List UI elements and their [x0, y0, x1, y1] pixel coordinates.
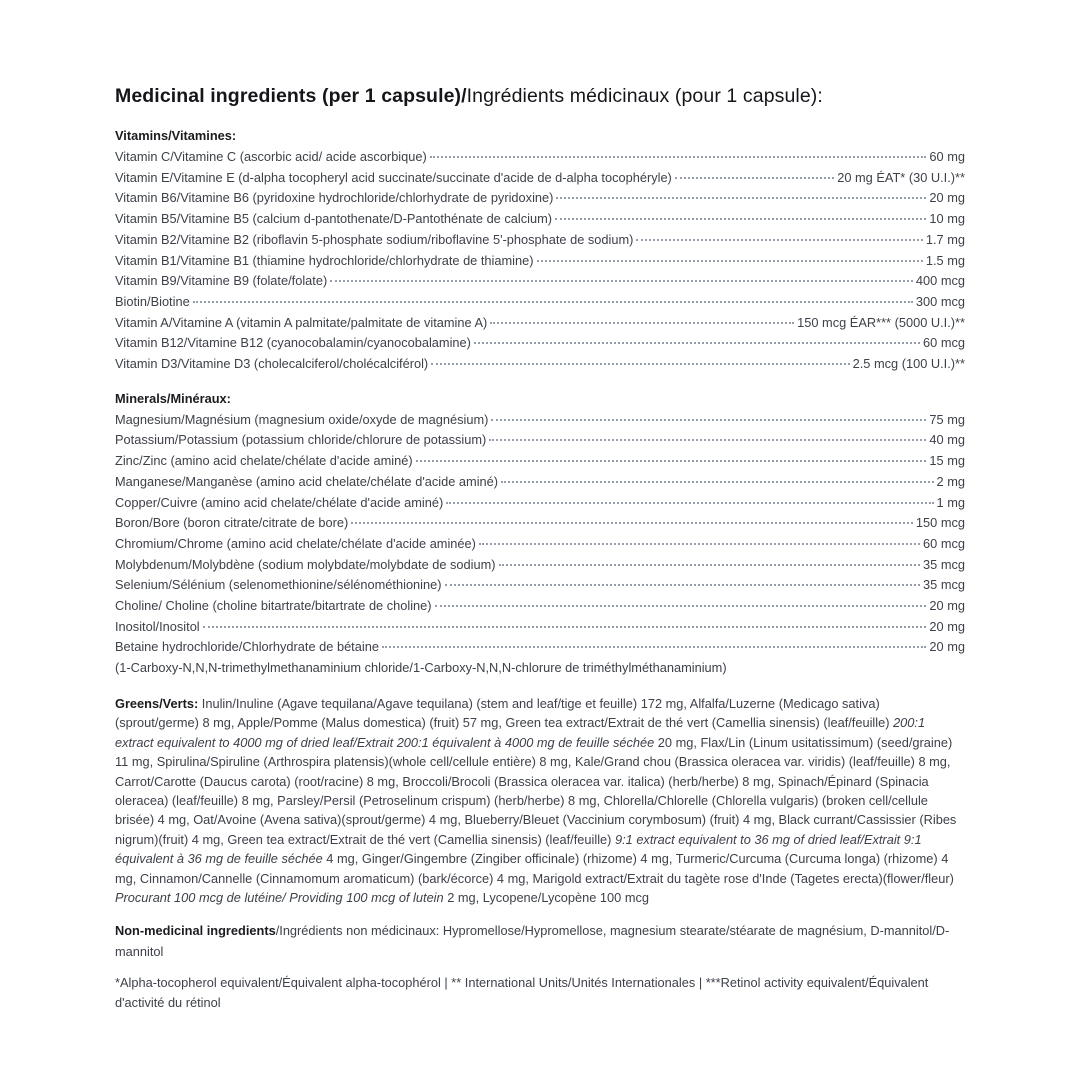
ingredient-amount: 1.7 mg — [925, 231, 965, 247]
dot-leader — [351, 522, 913, 524]
dot-leader — [435, 605, 927, 607]
ingredient-row — [115, 354, 965, 375]
dot-leader — [491, 419, 926, 421]
ingredient-row — [115, 410, 965, 431]
ingredient-amount: 20 mg — [929, 598, 965, 614]
ingredient-name: Vitamin B1/Vitamine B1 (thiamine hydrochloride/chlorhydrate de thiamine) — [115, 252, 534, 268]
greens-paragraph — [115, 694, 965, 907]
ingredient-row — [115, 617, 965, 638]
ingredient-amount: 60 mg — [929, 149, 965, 164]
ingredient-row — [115, 658, 965, 679]
ingredient-amount: 1.5 mg — [925, 252, 965, 268]
ingredient-amount: 400 mcg — [915, 273, 965, 289]
ingredient-name: Inositol/Inositol — [115, 618, 200, 634]
footnotes-text: *Alpha-tocopherol equivalent/Équivalent alpha-tocophérol | ** International Units/Unités Internationales | ***Retinol activity equivalent/Équivalent d'activité du rétinol — [115, 975, 929, 1010]
ingredient-row — [115, 430, 965, 451]
ingredient-row — [115, 333, 965, 354]
ingredient-row — [115, 596, 965, 617]
ingredient-name: Magnesium/Magnésium (magnesium oxide/oxyde de magnésium) — [115, 411, 489, 427]
page-title — [115, 84, 965, 108]
ingredient-row — [115, 313, 965, 334]
non-medicinal-paragraph — [115, 920, 965, 962]
ingredient-amount: 60 mcg — [923, 335, 965, 351]
vitamins-heading: Vitamins/Vitamines: — [115, 128, 237, 143]
dot-leader — [499, 564, 920, 566]
dot-leader — [555, 218, 926, 220]
ingredient-name: Biotin/Biotine — [115, 293, 190, 309]
dot-leader — [556, 197, 926, 199]
ingredient-row — [115, 251, 965, 272]
ingredient-row — [115, 188, 965, 209]
minerals-section — [115, 390, 965, 679]
ingredient-amount: 20 mg — [929, 190, 965, 206]
text-segment: Non-medicinal ingredients — [115, 923, 276, 939]
dot-leader — [382, 646, 926, 648]
ingredient-amount: 2 mg — [936, 473, 965, 489]
ingredient-row — [115, 513, 965, 534]
ingredient-amount: 300 mcg — [915, 293, 965, 309]
ingredient-amount: 40 mg — [929, 432, 965, 448]
ingredient-name: Zinc/Zinc (amino acid chelate/chélate d'acide aminé) — [115, 453, 413, 469]
ingredient-amount: 15 mg — [929, 453, 965, 469]
ingredient-name: Choline/ Choline (choline bitartrate/bitartrate de choline) — [115, 598, 432, 614]
ingredient-amount: 75 mg — [929, 411, 965, 427]
ingredient-name: Vitamin B2/Vitamine B2 (riboflavin 5-phosphate sodium/riboflavine 5'-phosphate de sodium) — [115, 231, 634, 247]
ingredient-row — [115, 472, 965, 493]
ingredient-name: Molybdenum/Molybdène (sodium molybdate/molybdate de sodium) — [115, 556, 496, 572]
ingredient-amount: 20 mg — [929, 618, 965, 634]
ingredient-name: Vitamin A/Vitamine A (vitamin A palmitate/palmitate de vitamine A) — [115, 314, 488, 330]
ingredient-row — [115, 271, 965, 292]
text-segment: 2 mg, Lycopene/Lycopène 100 mcg — [443, 889, 650, 905]
dot-leader — [537, 260, 923, 262]
text-segment: 4 mg, Ginger/Gingembre (Zingiber officinale) (rhizome) 4 mg, Turmeric/Curcuma (Curcuma longa) (rhizome) 4 mg, Cinnamon/Cannelle (Cinnamomum aromaticum) (bark/écorce) 4 mg, Marigold extract/Extrait du tagète rose d'Inde (Tagetes erecta)(flower/fleur) — [115, 851, 954, 886]
text-segment: Greens/Verts: — [115, 695, 202, 711]
text-segment: /Ingrédients non médicinaux: Hypromellose/Hypromellose, magnesium stearate/stéarate de magnésium, D-mannitol/D-mannitol — [115, 923, 950, 960]
ingredient-name: Chromium/Chrome (amino acid chelate/chélate d'acide aminée) — [115, 535, 476, 551]
dot-leader — [479, 543, 920, 545]
ingredient-name: Vitamin D3/Vitamine D3 (cholecalciferol/cholécalciférol) — [115, 356, 429, 372]
dot-leader — [501, 481, 934, 483]
dot-leader — [330, 280, 913, 282]
text-segment: 200:1 extract equivalent to 4000 mg of dried leaf/Extrait 200:1 équivalent à 4000 mg de feuille séchée — [115, 715, 926, 750]
dot-leader — [430, 156, 927, 158]
ingredient-name: Vitamin C/Vitamine C (ascorbic acid/ acide ascorbique) — [115, 149, 427, 164]
ingredient-amount: 20 mg — [929, 639, 965, 655]
vitamins-section — [115, 127, 965, 375]
ingredient-row — [115, 493, 965, 514]
page-title-english: Medicinal ingredients (per 1 capsule)/ — [115, 85, 467, 107]
ingredient-amount: 150 mcg ÉAR*** (5000 U.I.)** — [797, 314, 965, 330]
ingredient-name: Potassium/Potassium (potassium chloride/chlorure de potassium) — [115, 432, 487, 448]
ingredient-name: Manganese/Manganèse (amino acid chelate/chélate d'acide aminé) — [115, 473, 499, 489]
ingredient-row — [115, 168, 965, 189]
ingredient-name: Vitamin B6/Vitamine B6 (pyridoxine hydrochloride/chlorhydrate de pyridoxine) — [115, 190, 554, 206]
text-segment: Inulin/Inuline (Agave tequilana/Agave tequilana) (stem and leaf/tige et feuille) 172 mg, Alfalfa/Luzerne (Medicago sativa) (sprout/germe) 8 mg, Apple/Pomme (Malus domestica) (fruit) 57 mg, Green tea extract/Extrait de thé vert (Camellia sinensis) (leaf/feuille) — [115, 695, 894, 731]
dot-leader — [193, 301, 913, 303]
ingredient-amount: 35 mcg — [923, 556, 965, 572]
dot-leader — [446, 502, 933, 504]
ingredient-amount: 2.5 mcg (100 U.I.)** — [852, 356, 965, 372]
dot-leader — [445, 584, 921, 586]
text-segment: 20 mg, Flax/Lin (Linum usitatissimum) (seed/graine) 11 mg, Spirulina/Spiruline (Arthrospira platensis)(whole cell/cellule entière) 8 mg, Kale/Grand chou (Brassica oleracea var. viridis) (leaf/feuille) 8 mg, Carrot/Carotte (Daucus carota) (root/racine) 8 mg, Broccoli/Brocoli (Brassica oleracea var. italica) (herb/herbe) 8 mg, Spinach/Épinard (Spinacia oleracea) (leaf/feuille) 8 mg, Parsley/Persil (Petroselinum crispum) (herb/herbe) 8 mg, Chlorella/Chlorelle (Chlorella vulgaris) (broken cell/cellule brisée) 4 mg, Oat/Avoine (Avena sativa)(sprout/germe) 4 mg, Blueberry/Bleuet (Vaccinium corymbosum) (fruit) 4 mg, Black currant/Cassissier (Ribes nigrum)(fruit) 4 mg, Green tea extract/Extrait de thé vert (Camellia sinensis) (leaf/feuille) — [115, 734, 957, 847]
ingredient-name: Vitamin E/Vitamine E (d-alpha tocopheryl acid succinate/succinate d'acide de d-alpha tocophéryle) — [115, 169, 672, 185]
ingredient-name: Copper/Cuivre (amino acid chelate/chélate d'acide aminé) — [115, 494, 444, 510]
dot-leader — [675, 177, 834, 179]
ingredient-amount: 20 mg ÉAT* (30 U.I.)** — [837, 169, 965, 185]
text-segment: Procurant 100 mcg de lutéine/ Providing 100 mcg of lutein — [115, 889, 444, 905]
ingredient-name: Boron/Bore (boron citrate/citrate de bore) — [115, 515, 349, 531]
ingredient-row — [115, 230, 965, 251]
ingredient-name: (1-Carboxy-N,N,N-trimethylmethanaminium chloride/1-Carboxy-N,N,N-chlorure de triméthylméthanaminium) — [115, 660, 727, 676]
ingredient-amount: 35 mcg — [923, 577, 965, 593]
ingredient-amount: 60 mcg — [923, 535, 965, 551]
minerals-list — [115, 410, 965, 679]
vitamins-list — [115, 147, 965, 375]
ingredient-row — [115, 292, 965, 313]
dot-leader — [489, 439, 926, 441]
ingredient-row — [115, 451, 965, 472]
ingredient-row — [115, 555, 965, 576]
ingredient-name: Vitamin B9/Vitamine B9 (folate/folate) — [115, 273, 328, 289]
ingredient-name: Selenium/Sélénium (selenomethionine/sélénométhionine) — [115, 577, 442, 593]
ingredient-row — [115, 637, 965, 658]
ingredient-name: Vitamin B12/Vitamine B12 (cyanocobalamin/cyanocobalamine) — [115, 335, 471, 351]
dot-leader — [636, 239, 922, 241]
ingredient-name: Betaine hydrochloride/Chlorhydrate de bétaine — [115, 639, 379, 655]
ingredient-amount: 10 mg — [929, 211, 965, 227]
ingredient-row — [115, 534, 965, 555]
dot-leader — [490, 322, 794, 324]
dot-leader — [203, 626, 927, 628]
text-segment: 9:1 extract equivalent to 36 mg of dried leaf/Extrait 9:1 équivalent à 36 mg de feuille séchée — [115, 831, 922, 867]
ingredient-amount: 1 mg — [936, 494, 965, 510]
dot-leader — [416, 460, 927, 462]
ingredient-name: Vitamin B5/Vitamine B5 (calcium d-pantothenate/D-Pantothénate de calcium) — [115, 211, 552, 227]
ingredient-row — [115, 209, 965, 230]
ingredient-amount: 150 mcg — [915, 515, 965, 531]
dot-leader — [431, 363, 849, 365]
page-title-french: Ingrédients médicinaux (pour 1 capsule): — [466, 85, 823, 107]
ingredient-row — [115, 575, 965, 596]
dot-leader — [474, 342, 920, 344]
ingredient-row — [115, 147, 965, 168]
minerals-heading: Minerals/Minéraux: — [115, 390, 231, 406]
